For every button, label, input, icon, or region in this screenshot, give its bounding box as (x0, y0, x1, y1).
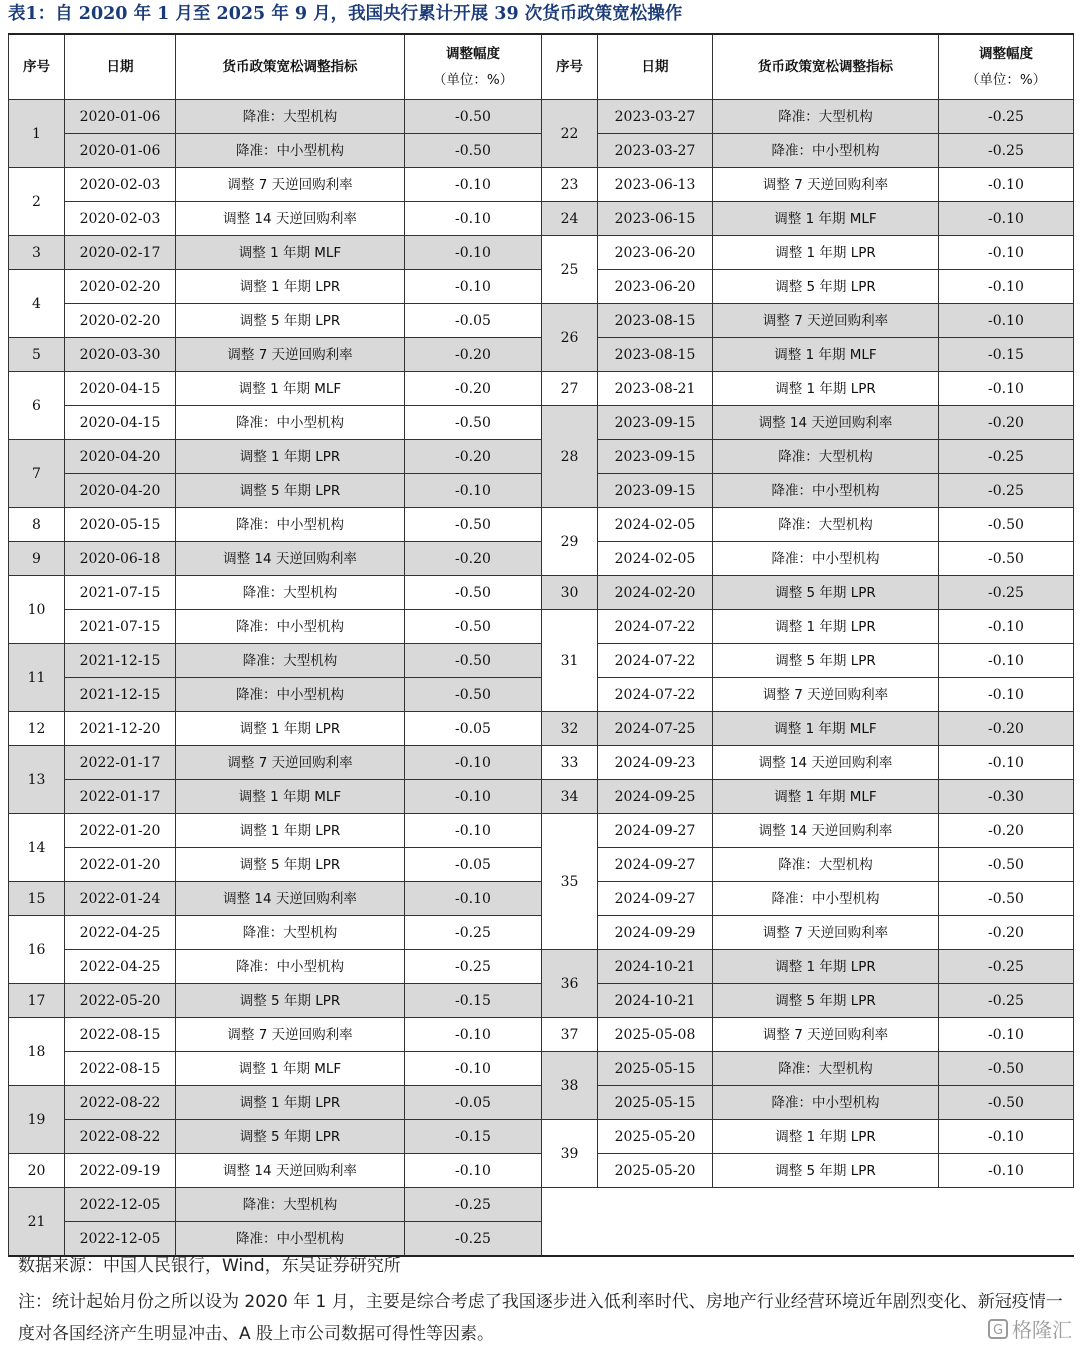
table-row (9, 372, 1074, 406)
header-indicator: 货币政策宽松调整指标 (713, 34, 939, 100)
seq-cell: 12 (9, 712, 65, 746)
seq-cell: 10 (9, 576, 65, 644)
indicator-cell: 降准：中小型机构 (176, 610, 405, 644)
indicator-cell: 调整 5 年期 LPR (176, 1120, 405, 1154)
table-row (9, 440, 1074, 474)
indicator-cell: 调整 5 年期 LPR (176, 304, 405, 338)
indicator-cell: 调整 7 天逆回购利率 (713, 168, 939, 202)
date-cell: 2021-12-20 (65, 712, 176, 746)
table-row (9, 1188, 1074, 1222)
table-row (9, 168, 1074, 202)
change-cell: -0.50 (405, 576, 542, 610)
table-row (9, 814, 1074, 848)
table-row (9, 134, 1074, 168)
seq-cell: 8 (9, 508, 65, 542)
seq-cell: 30 (542, 576, 598, 610)
change-cell: -0.10 (405, 202, 542, 236)
table-row (9, 916, 1074, 950)
header-date: 日期 (598, 34, 713, 100)
change-cell: -0.50 (405, 134, 542, 168)
change-cell: -0.50 (939, 508, 1074, 542)
indicator-cell: 降准：大型机构 (713, 848, 939, 882)
indicator-cell: 调整 1 年期 LPR (176, 270, 405, 304)
date-cell: 2020-02-17 (65, 236, 176, 270)
seq-cell: 20 (9, 1154, 65, 1188)
date-cell: 2020-01-06 (65, 134, 176, 168)
change-cell: -0.10 (939, 270, 1074, 304)
change-cell: -0.10 (405, 474, 542, 508)
monetary-easing-table (8, 33, 1074, 1257)
change-cell: -0.50 (939, 1086, 1074, 1120)
header-change (939, 34, 1074, 100)
indicator-cell: 调整 5 年期 LPR (713, 984, 939, 1018)
indicator-cell: 降准：大型机构 (713, 508, 939, 542)
indicator-cell: 调整 1 年期 MLF (176, 780, 405, 814)
change-cell: -0.20 (939, 712, 1074, 746)
date-cell: 2020-04-15 (65, 406, 176, 440)
table-title: 表1：自 2020 年 1 月至 2025 年 9 月，我国央行累计开展 39 次货币政策宽松操作 (8, 4, 683, 24)
date-cell: 2022-01-20 (65, 814, 176, 848)
date-cell: 2020-04-15 (65, 372, 176, 406)
change-cell: -0.20 (939, 916, 1074, 950)
indicator-cell: 降准：中小型机构 (176, 1222, 405, 1257)
change-cell: -0.15 (405, 984, 542, 1018)
date-cell: 2022-08-15 (65, 1052, 176, 1086)
indicator-cell: 调整 7 天逆回购利率 (713, 1018, 939, 1052)
date-cell: 2024-09-27 (598, 882, 713, 916)
date-cell: 2022-12-05 (65, 1188, 176, 1222)
indicator-cell: 调整 1 年期 LPR (176, 1086, 405, 1120)
date-cell: 2020-02-03 (65, 202, 176, 236)
indicator-cell: 调整 5 年期 LPR (713, 576, 939, 610)
seq-cell: 38 (542, 1052, 598, 1120)
watermark-logo-icon: G (988, 1319, 1008, 1339)
date-cell: 2022-08-22 (65, 1086, 176, 1120)
indicator-cell: 调整 14 天逆回购利率 (176, 1154, 405, 1188)
seq-cell: 36 (542, 950, 598, 1018)
change-cell: -0.50 (939, 542, 1074, 576)
seq-cell: 2 (9, 168, 65, 236)
seq-cell: 19 (9, 1086, 65, 1154)
header-seq: 序号 (9, 34, 65, 100)
seq-cell: 16 (9, 916, 65, 984)
seq-cell: 23 (542, 168, 598, 202)
change-cell: -0.05 (405, 848, 542, 882)
seq-cell: 22 (542, 100, 598, 168)
date-cell: 2022-01-20 (65, 848, 176, 882)
indicator-cell: 调整 1 年期 LPR (176, 712, 405, 746)
date-cell: 2021-07-15 (65, 576, 176, 610)
seq-cell: 34 (542, 780, 598, 814)
indicator-cell: 降准：大型机构 (176, 1188, 405, 1222)
indicator-cell: 调整 1 年期 LPR (713, 236, 939, 270)
change-cell: -0.10 (405, 882, 542, 916)
indicator-cell: 调整 7 天逆回购利率 (713, 916, 939, 950)
indicator-cell: 调整 7 天逆回购利率 (176, 168, 405, 202)
date-cell: 2024-07-25 (598, 712, 713, 746)
table-row (9, 474, 1074, 508)
indicator-cell: 调整 1 年期 MLF (713, 712, 939, 746)
date-cell: 2020-02-20 (65, 270, 176, 304)
date-cell: 2022-09-19 (65, 1154, 176, 1188)
date-cell: 2024-10-21 (598, 950, 713, 984)
date-cell: 2020-03-30 (65, 338, 176, 372)
indicator-cell: 降准：中小型机构 (713, 882, 939, 916)
change-cell: -0.50 (405, 508, 542, 542)
change-cell: -0.10 (405, 780, 542, 814)
indicator-cell: 调整 14 天逆回购利率 (176, 542, 405, 576)
change-cell: -0.10 (939, 1154, 1074, 1188)
seq-cell: 25 (542, 236, 598, 304)
seq-cell: 37 (542, 1018, 598, 1052)
change-cell: -0.25 (405, 950, 542, 984)
indicator-cell: 降准：中小型机构 (176, 406, 405, 440)
change-cell: -0.10 (405, 236, 542, 270)
watermark (988, 1314, 1072, 1343)
date-cell: 2020-06-18 (65, 542, 176, 576)
seq-cell: 3 (9, 236, 65, 270)
change-cell: -0.10 (939, 644, 1074, 678)
change-cell: -0.10 (939, 202, 1074, 236)
indicator-cell: 调整 5 年期 LPR (713, 644, 939, 678)
indicator-cell: 调整 1 年期 MLF (176, 1052, 405, 1086)
header-change-line1: 调整幅度 (979, 46, 1033, 62)
change-cell: -0.15 (939, 338, 1074, 372)
header-date: 日期 (65, 34, 176, 100)
indicator-cell: 调整 1 年期 MLF (713, 780, 939, 814)
seq-cell: 26 (542, 304, 598, 372)
date-cell: 2023-06-13 (598, 168, 713, 202)
indicator-cell: 降准：大型机构 (176, 916, 405, 950)
table-row (9, 1018, 1074, 1052)
header-change-line2: （单位：%） (432, 72, 514, 88)
change-cell: -0.10 (405, 1154, 542, 1188)
indicator-cell: 降准：中小型机构 (713, 134, 939, 168)
change-cell: -0.50 (939, 882, 1074, 916)
table-header-row (9, 34, 1074, 100)
date-cell: 2022-01-24 (65, 882, 176, 916)
change-cell: -0.50 (405, 644, 542, 678)
indicator-cell: 调整 5 年期 LPR (176, 984, 405, 1018)
change-cell: -0.30 (939, 780, 1074, 814)
date-cell: 2024-02-05 (598, 542, 713, 576)
seq-cell: 32 (542, 712, 598, 746)
change-cell: -0.25 (405, 916, 542, 950)
indicator-cell: 调整 1 年期 LPR (176, 440, 405, 474)
date-cell: 2022-08-22 (65, 1120, 176, 1154)
table-row (9, 1154, 1074, 1188)
table-row (9, 508, 1074, 542)
table-row (9, 304, 1074, 338)
table-row (9, 542, 1074, 576)
header-change (405, 34, 542, 100)
indicator-cell: 调整 1 年期 MLF (713, 202, 939, 236)
seq-cell: 15 (9, 882, 65, 916)
table-row (9, 882, 1074, 916)
indicator-cell: 降准：大型机构 (713, 440, 939, 474)
indicator-cell: 调整 1 年期 LPR (713, 950, 939, 984)
change-cell: -0.05 (405, 304, 542, 338)
date-cell: 2020-02-20 (65, 304, 176, 338)
date-cell: 2021-07-15 (65, 610, 176, 644)
change-cell: -0.10 (939, 236, 1074, 270)
indicator-cell: 调整 14 天逆回购利率 (713, 814, 939, 848)
indicator-cell: 降准：大型机构 (176, 644, 405, 678)
watermark-text: 格隆汇 (1012, 1318, 1072, 1342)
indicator-cell: 调整 5 年期 LPR (713, 1154, 939, 1188)
change-cell: -0.25 (405, 1222, 542, 1257)
date-cell: 2022-01-17 (65, 746, 176, 780)
date-cell: 2022-08-15 (65, 1018, 176, 1052)
indicator-cell: 调整 1 年期 LPR (713, 372, 939, 406)
date-cell: 2023-08-21 (598, 372, 713, 406)
table-row (9, 100, 1074, 134)
indicator-cell: 调整 1 年期 LPR (176, 814, 405, 848)
seq-cell: 1 (9, 100, 65, 168)
date-cell: 2024-07-22 (598, 610, 713, 644)
date-cell: 2022-05-20 (65, 984, 176, 1018)
indicator-cell: 降准：大型机构 (176, 100, 405, 134)
seq-cell: 31 (542, 610, 598, 712)
change-cell: -0.50 (405, 406, 542, 440)
date-cell: 2022-04-25 (65, 916, 176, 950)
header-change-line2: （单位：%） (965, 72, 1047, 88)
empty-cell (542, 1188, 1074, 1257)
indicator-cell: 调整 1 年期 MLF (713, 338, 939, 372)
change-cell: -0.10 (939, 168, 1074, 202)
change-cell: -0.20 (405, 542, 542, 576)
seq-cell: 29 (542, 508, 598, 576)
date-cell: 2024-09-25 (598, 780, 713, 814)
seq-cell: 5 (9, 338, 65, 372)
indicator-cell: 调整 7 天逆回购利率 (176, 746, 405, 780)
change-cell: -0.10 (939, 610, 1074, 644)
change-cell: -0.50 (405, 678, 542, 712)
change-cell: -0.10 (939, 678, 1074, 712)
date-cell: 2021-12-15 (65, 678, 176, 712)
change-cell: -0.20 (405, 440, 542, 474)
indicator-cell: 调整 5 年期 LPR (176, 848, 405, 882)
table-row (9, 678, 1074, 712)
change-cell: -0.50 (405, 100, 542, 134)
change-cell: -0.10 (405, 270, 542, 304)
seq-cell: 27 (542, 372, 598, 406)
date-cell: 2025-05-15 (598, 1052, 713, 1086)
date-cell: 2025-05-08 (598, 1018, 713, 1052)
table-row (9, 406, 1074, 440)
date-cell: 2023-09-15 (598, 474, 713, 508)
indicator-cell: 调整 5 年期 LPR (176, 474, 405, 508)
date-cell: 2020-05-15 (65, 508, 176, 542)
indicator-cell: 降准：中小型机构 (176, 508, 405, 542)
seq-cell: 33 (542, 746, 598, 780)
table-row (9, 712, 1074, 746)
date-cell: 2022-04-25 (65, 950, 176, 984)
indicator-cell: 调整 7 天逆回购利率 (713, 304, 939, 338)
change-cell: -0.10 (405, 746, 542, 780)
table-row (9, 270, 1074, 304)
change-cell: -0.10 (939, 746, 1074, 780)
change-cell: -0.50 (405, 610, 542, 644)
change-cell: -0.25 (405, 1188, 542, 1222)
seq-cell: 4 (9, 270, 65, 338)
date-cell: 2020-01-06 (65, 100, 176, 134)
date-cell: 2023-06-15 (598, 202, 713, 236)
change-cell: -0.25 (939, 950, 1074, 984)
indicator-cell: 降准：中小型机构 (713, 1086, 939, 1120)
table-row (9, 610, 1074, 644)
table-row (9, 576, 1074, 610)
table-row (9, 1052, 1074, 1086)
seq-cell: 11 (9, 644, 65, 712)
date-cell: 2024-09-27 (598, 848, 713, 882)
seq-cell: 7 (9, 440, 65, 508)
seq-cell: 21 (9, 1188, 65, 1257)
table-row (9, 338, 1074, 372)
indicator-cell: 降准：中小型机构 (176, 134, 405, 168)
table-row (9, 984, 1074, 1018)
indicator-cell: 调整 1 年期 MLF (176, 372, 405, 406)
date-cell: 2025-05-15 (598, 1086, 713, 1120)
table-row (9, 780, 1074, 814)
date-cell: 2020-04-20 (65, 474, 176, 508)
change-cell: -0.20 (939, 814, 1074, 848)
change-cell: -0.25 (939, 984, 1074, 1018)
table-row (9, 236, 1074, 270)
change-cell: -0.10 (405, 1052, 542, 1086)
change-cell: -0.10 (939, 372, 1074, 406)
indicator-cell: 降准：大型机构 (176, 576, 405, 610)
change-cell: -0.05 (405, 712, 542, 746)
indicator-cell: 调整 14 天逆回购利率 (176, 202, 405, 236)
indicator-cell: 调整 1 年期 LPR (713, 1120, 939, 1154)
indicator-cell: 降准：中小型机构 (713, 474, 939, 508)
indicator-cell: 降准：大型机构 (713, 1052, 939, 1086)
change-cell: -0.20 (939, 406, 1074, 440)
indicator-cell: 降准：中小型机构 (176, 950, 405, 984)
seq-cell: 35 (542, 814, 598, 950)
change-cell: -0.10 (939, 304, 1074, 338)
table-row (9, 644, 1074, 678)
change-cell: -0.50 (939, 1052, 1074, 1086)
seq-cell: 13 (9, 746, 65, 814)
change-cell: -0.10 (405, 1018, 542, 1052)
date-cell: 2023-03-27 (598, 134, 713, 168)
seq-cell: 28 (542, 406, 598, 508)
date-cell: 2024-07-22 (598, 678, 713, 712)
date-cell: 2023-09-15 (598, 440, 713, 474)
table-body (9, 100, 1074, 1257)
change-cell: -0.50 (939, 848, 1074, 882)
indicator-cell: 调整 1 年期 MLF (176, 236, 405, 270)
indicator-cell: 调整 14 天逆回购利率 (713, 746, 939, 780)
change-cell: -0.10 (939, 1120, 1074, 1154)
indicator-cell: 降准：大型机构 (713, 100, 939, 134)
date-cell: 2023-08-15 (598, 338, 713, 372)
table-row (9, 848, 1074, 882)
date-cell: 2024-09-29 (598, 916, 713, 950)
date-cell: 2023-06-20 (598, 270, 713, 304)
indicator-cell: 调整 5 年期 LPR (713, 270, 939, 304)
date-cell: 2022-01-17 (65, 780, 176, 814)
change-cell: -0.10 (405, 168, 542, 202)
seq-cell: 24 (542, 202, 598, 236)
seq-cell: 9 (9, 542, 65, 576)
indicator-cell: 调整 1 年期 LPR (713, 610, 939, 644)
date-cell: 2024-09-27 (598, 814, 713, 848)
date-cell: 2020-02-03 (65, 168, 176, 202)
date-cell: 2023-03-27 (598, 100, 713, 134)
change-cell: -0.05 (405, 1086, 542, 1120)
header-change-line1: 调整幅度 (446, 46, 500, 62)
indicator-cell: 调整 7 天逆回购利率 (176, 1018, 405, 1052)
header-indicator: 货币政策宽松调整指标 (176, 34, 405, 100)
date-cell: 2023-06-20 (598, 236, 713, 270)
indicator-cell: 降准：中小型机构 (176, 678, 405, 712)
indicator-cell: 调整 7 天逆回购利率 (176, 338, 405, 372)
change-cell: -0.25 (939, 576, 1074, 610)
change-cell: -0.20 (405, 372, 542, 406)
date-cell: 2023-09-15 (598, 406, 713, 440)
footnote: 注：统计起始月份之所以设为 2020 年 1 月，主要是综合考虑了我国逐步进入低利率时代、房地产行业经营环境近年剧烈变化、新冠疫情一度对各国经济产生明显冲击、A 股上市公司数据可得性等因素。 (18, 1292, 1063, 1344)
date-cell: 2025-05-20 (598, 1120, 713, 1154)
date-cell: 2023-08-15 (598, 304, 713, 338)
change-cell: -0.15 (405, 1120, 542, 1154)
date-cell: 2024-10-21 (598, 984, 713, 1018)
seq-cell: 18 (9, 1018, 65, 1086)
table-row (9, 746, 1074, 780)
date-cell: 2024-09-23 (598, 746, 713, 780)
data-source: 数据来源：中国人民银行，Wind，东吴证券研究所 (18, 1256, 401, 1276)
table-row (9, 1120, 1074, 1154)
change-cell: -0.10 (405, 814, 542, 848)
date-cell: 2022-12-05 (65, 1222, 176, 1257)
change-cell: -0.25 (939, 100, 1074, 134)
change-cell: -0.25 (939, 440, 1074, 474)
indicator-cell: 调整 7 天逆回购利率 (713, 678, 939, 712)
change-cell: -0.20 (405, 338, 542, 372)
date-cell: 2024-07-22 (598, 644, 713, 678)
date-cell: 2020-04-20 (65, 440, 176, 474)
table-row (9, 1086, 1074, 1120)
date-cell: 2024-02-20 (598, 576, 713, 610)
indicator-cell: 降准：中小型机构 (713, 542, 939, 576)
seq-cell: 39 (542, 1120, 598, 1188)
table-row (9, 202, 1074, 236)
seq-cell: 14 (9, 814, 65, 882)
change-cell: -0.10 (939, 1018, 1074, 1052)
indicator-cell: 调整 14 天逆回购利率 (176, 882, 405, 916)
seq-cell: 17 (9, 984, 65, 1018)
table-row (9, 950, 1074, 984)
indicator-cell: 调整 14 天逆回购利率 (713, 406, 939, 440)
change-cell: -0.25 (939, 134, 1074, 168)
header-seq: 序号 (542, 34, 598, 100)
date-cell: 2025-05-20 (598, 1154, 713, 1188)
date-cell: 2024-02-05 (598, 508, 713, 542)
seq-cell: 6 (9, 372, 65, 440)
change-cell: -0.25 (939, 474, 1074, 508)
date-cell: 2021-12-15 (65, 644, 176, 678)
